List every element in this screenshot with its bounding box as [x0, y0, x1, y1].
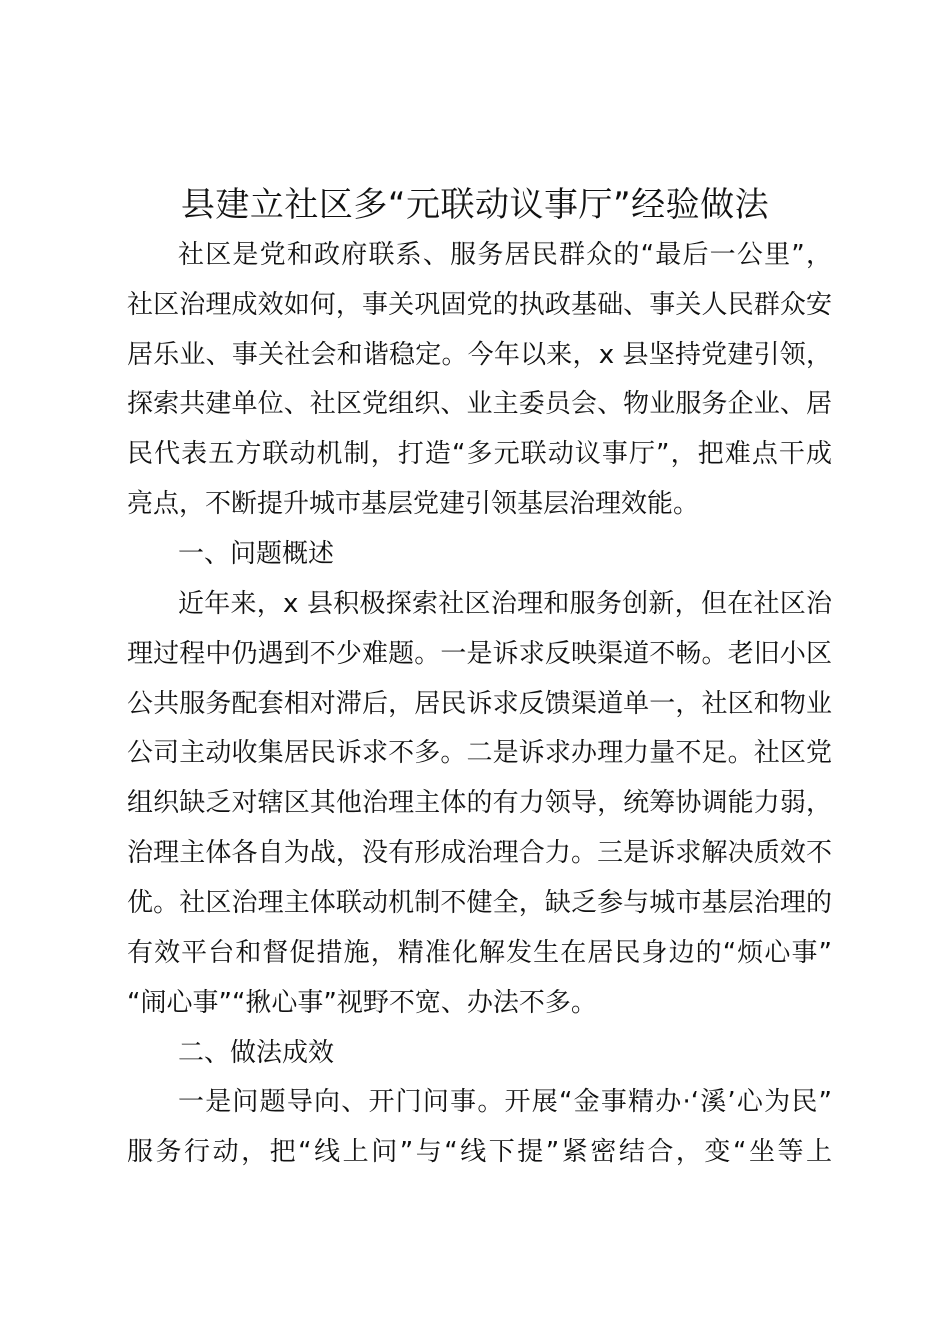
paragraph-line: 亮点，不断提升城市基层党建引领基层治理效能。 — [127, 489, 700, 519]
paragraph-line: 治理主体各自为战，没有形成治理合力。三是诉求解决质效不 — [127, 838, 832, 868]
paragraph-line: 理过程中仍遇到不少难题。一是诉求反映渠道不畅。老旧小区 — [127, 639, 832, 669]
paragraph-line: 公司主动收集居民诉求不多。二是诉求办理力量不足。社区党 — [127, 738, 832, 768]
paragraph-line: 近年来，x 县积极探索社区治理和服务创新，但在社区治 — [178, 589, 832, 619]
paragraph-line: 服务行动，把“线上问”与“线下提”紧密结合，变“坐等上 — [127, 1137, 832, 1167]
section-heading: 二、做法成效 — [178, 1038, 335, 1068]
paragraph-line: 社区是党和政府联系、服务居民群众的“最后一公里”， — [178, 240, 832, 270]
paragraph-line: 民代表五方联动机制，打造“多元联动议事厅”，把难点干成 — [127, 439, 832, 469]
paragraph-line: “闹心事”“揪心事”视野不宽、办法不多。 — [127, 988, 597, 1018]
paragraph-line: 一是问题导向、开门问事。开展“金事精办·‘溪’心为民” — [178, 1087, 832, 1117]
paragraph-line: 社区治理成效如何，事关巩固党的执政基础、事关人民群众安 — [127, 290, 832, 320]
paragraph-line: 公共服务配套相对滞后，居民诉求反馈渠道单一，社区和物业 — [127, 689, 832, 719]
document-title: 县建立社区多“元联动议事厅”经验做法 — [180, 185, 770, 225]
paragraph-line: 居乐业、事关社会和谐稳定。今年以来，x 县坚持党建引领， — [127, 340, 832, 370]
paragraph-line: 有效平台和督促措施，精准化解发生在居民身边的“烦心事” — [127, 938, 832, 968]
paragraph-line: 优。社区治理主体联动机制不健全，缺乏参与城市基层治理的 — [127, 888, 832, 918]
paragraph-line: 组织缺乏对辖区其他治理主体的有力领导，统筹协调能力弱， — [127, 788, 832, 818]
section-heading: 一、问题概述 — [178, 539, 335, 569]
paragraph-line: 探索共建单位、社区党组织、业主委员会、物业服务企业、居 — [127, 389, 832, 419]
